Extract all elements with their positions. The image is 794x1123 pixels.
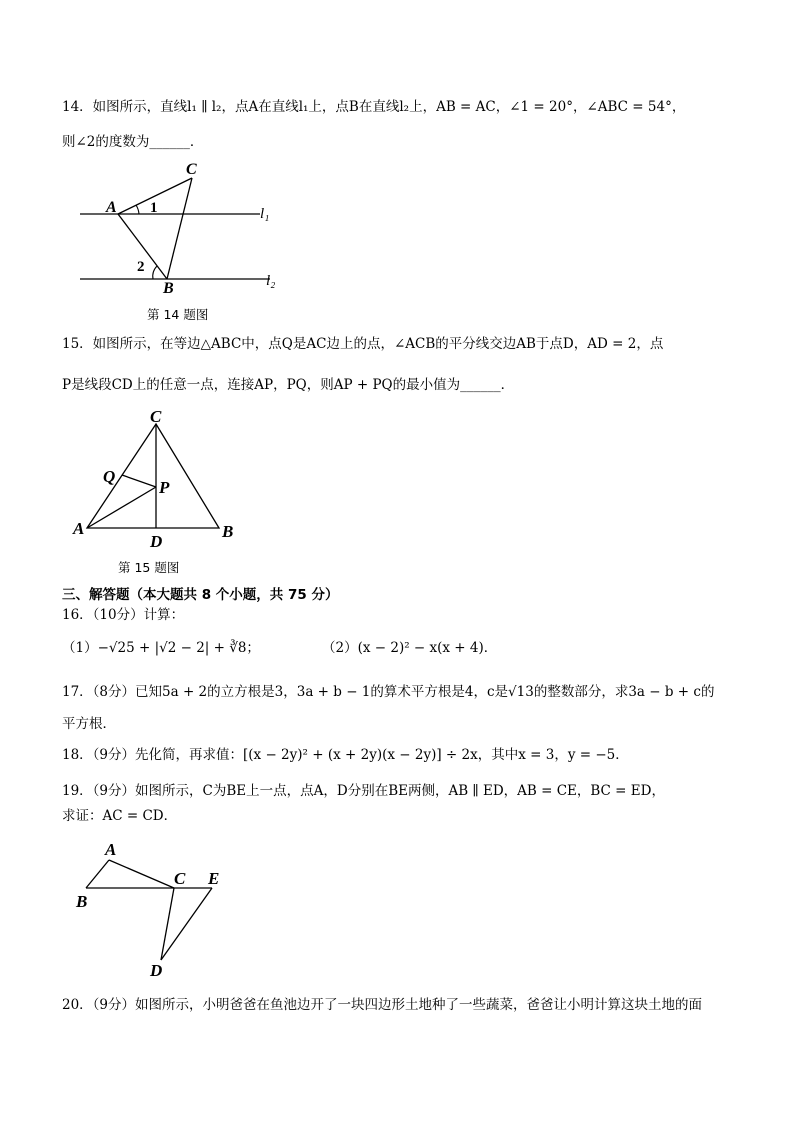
q16-stem: 16．（10分）计算： bbox=[62, 607, 185, 623]
segment-ED bbox=[161, 888, 212, 960]
q14-label-1: 1 bbox=[150, 200, 158, 216]
q14-label-l2: l₂ bbox=[266, 273, 276, 289]
q16-part2: （2）(x − 2)² − x(x + 4)． bbox=[322, 640, 498, 656]
q17-text-line2: 平方根． bbox=[62, 716, 116, 732]
section-3-title: 三、解答题（本大题共 8 个小题，共 75 分） bbox=[62, 587, 339, 603]
q14-text-line1: 14．如图所示，直线l₁ ∥ l₂，点A在直线l₁上，点B在直线l₂上，AB = AC，∠1 = 20°，∠ABC = 54°， bbox=[62, 99, 686, 115]
q15-label-D: D bbox=[150, 532, 163, 551]
segment-AC bbox=[109, 860, 174, 888]
angle-2-arc bbox=[153, 266, 157, 279]
q19-text-line1: 19．（9分）如图所示，C为BE上一点，点A，D分别在BE两侧，AB ∥ ED，AB = CE，BC = ED， bbox=[62, 783, 665, 799]
q19-label-D: D bbox=[150, 961, 163, 980]
q19-label-C: C bbox=[174, 869, 186, 888]
q17-text-line1: 17．（8分）已知5a + 2的立方根是3，3a + b − 1的算术平方根是4，c是√13的整数部分，求3a − b + c的 bbox=[62, 684, 715, 700]
q16-part1: （1）−√25 + |√2 − 2| + ∛8； bbox=[62, 640, 260, 656]
q19-label-E: E bbox=[208, 869, 220, 888]
q19-label-B: B bbox=[76, 892, 88, 911]
q19-figure bbox=[72, 838, 242, 983]
q15-label-B: B bbox=[222, 522, 234, 541]
q15-caption: 第 15 题图 bbox=[118, 560, 180, 575]
q14-caption: 第 14 题图 bbox=[147, 307, 209, 322]
q19-text-line2: 求证：AC = CD． bbox=[62, 808, 178, 824]
q15-label-C: C bbox=[150, 407, 162, 426]
q15-label-A: A bbox=[73, 519, 85, 538]
q14-label-2: 2 bbox=[137, 259, 145, 275]
q14-figure bbox=[70, 160, 300, 300]
q14-label-C: C bbox=[186, 161, 197, 178]
q18-text-line1: 18．（9分）先化简，再求值：[(x − 2y)² + (x + 2y)(x − 2y)] ÷ 2x，其中x = 3，y = −5． bbox=[62, 747, 629, 763]
segment-AP bbox=[87, 487, 156, 528]
segment-CB bbox=[167, 178, 192, 279]
q19-label-A: A bbox=[105, 840, 117, 859]
q15-text-line2: P是线段CD上的任意一点，连接AP，PQ，则AP + PQ的最小值为______． bbox=[62, 377, 515, 393]
q15-label-P: P bbox=[159, 478, 170, 497]
q14-label-B: B bbox=[163, 280, 174, 297]
q15-text-line1: 15．如图所示，在等边△ABC中，点Q是AC边上的点，∠ACB的平分线交边AB于点D，AD = 2，点 bbox=[62, 336, 664, 352]
q14-label-l1: l₁ bbox=[260, 206, 270, 222]
q15-figure bbox=[70, 407, 250, 551]
segment-CD bbox=[161, 888, 174, 960]
q14-label-A: A bbox=[106, 199, 117, 216]
q14-text-line2: 则∠2的度数为______． bbox=[62, 134, 204, 150]
segment-AB bbox=[86, 860, 109, 888]
q20-text-line1: 20．（9分）如图所示，小明爸爸在鱼池边开了一块四边形土地种了一些蔬菜，爸爸让小明计算这块土地的面 bbox=[62, 997, 703, 1013]
q15-label-Q: Q bbox=[103, 467, 116, 486]
angle-1-arc bbox=[136, 205, 139, 214]
segment-PQ bbox=[122, 475, 156, 487]
